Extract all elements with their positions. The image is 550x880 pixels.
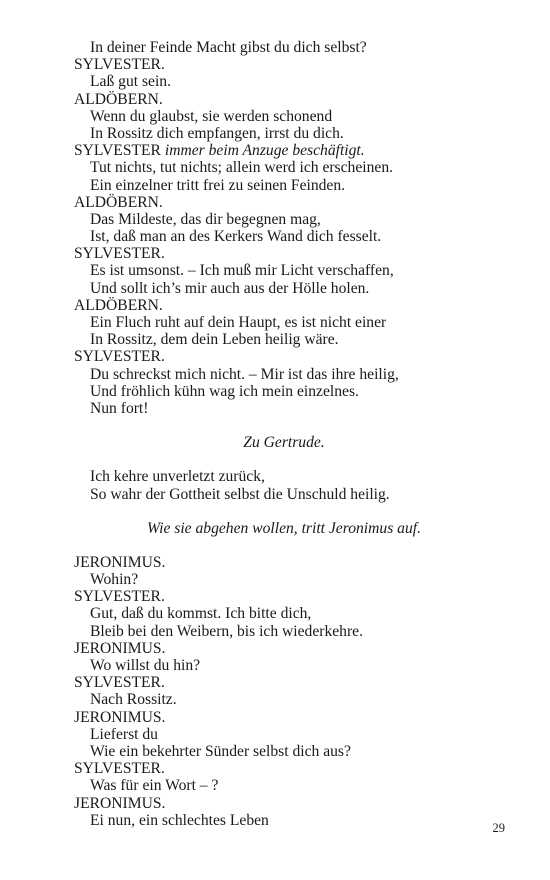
verse-line: Nach Rossitz. [90,691,177,709]
blank-line [74,537,494,554]
verse-line: Gut, daß du kommst. Ich bitte dich, [90,605,312,623]
verse-line: Es ist umsonst. – Ich muß mir Licht verschaffen, [90,262,394,280]
verse-line: Das Mildeste, das dir begegnen mag, [90,210,321,228]
speaker-name: SYLVESTER. [74,588,165,606]
verse-line: Ist, daß man an des Kerkers Wand dich fesselt. [90,228,382,246]
speaker-name: JERONIMUS. [74,553,166,571]
verse-line: Wo willst du hin? [90,657,201,674]
verse-line: So wahr der Gottheit selbst die Unschuld heilig. [90,485,390,503]
verse-line: Nun fort! [90,399,149,417]
speaker-name: SYLVESTER. [74,245,165,263]
blank-line [74,451,494,468]
verse-line: Laß gut sein. [90,73,171,91]
stage-direction: Zu Gertrude. [243,434,325,452]
blank-line [74,417,494,434]
verse-line: Ein Fluch ruht auf dein Haupt, es ist nicht einer [90,314,387,331]
verse-line: Lieferst du [90,725,158,743]
verse-line: Und sollt ich’s mir auch aus der Hölle holen. [90,279,370,297]
speaker-name: JERONIMUS. [74,708,166,726]
speaker-name: JERONIMUS. [74,794,166,812]
speaker-name: ALDÖBERN. [74,296,163,314]
speaker-name: SYLVESTER. [74,56,165,74]
verse-line: Wenn du glaubst, sie werden schonend [90,107,333,125]
verse-line: Du schreckst mich nicht. – Mir ist das ihre heilig, [90,365,399,383]
inline-stage-direction: immer beim Anzuge beschäftigt. [164,142,365,160]
verse-line: In Rossitz, dem dein Leben heilig wäre. [90,331,339,349]
speaker-name: ALDÖBERN. [74,193,163,211]
speaker-name: SYLVESTER. [74,760,165,778]
verse-line: Was für ein Wort – ? [90,777,219,795]
speaker-with-direction [74,142,494,159]
verse-line: Bleib bei den Weibern, bis ich wiederkehre. [90,622,363,640]
stage-direction: Wie sie abgehen wollen, tritt Jeronimus auf. [146,519,421,537]
verse-line: Ei nun, ein schlechtes Leben [90,811,269,829]
speaker-name: JERONIMUS. [74,639,166,657]
verse-line: Wie ein bekehrter Sünder selbst dich aus? [90,742,351,760]
verse-line: Tut nichts, tut nichts; allein werd ich erscheinen. [90,159,394,177]
speaker-name: SYLVESTER. [74,674,165,692]
page-number: 29 [492,821,505,835]
speaker-name: SYLVESTER [74,142,161,160]
blank-line [74,503,494,520]
page-text [74,39,494,829]
verse-line: Wohin? [90,571,139,589]
speaker-name: ALDÖBERN. [74,90,163,108]
verse-line: In Rossitz dich empfangen, irrst du dich. [90,124,344,142]
verse-line: Ein einzelner tritt frei zu seinen Feinden. [90,176,346,194]
verse-line: Ich kehre unverletzt zurück, [90,468,265,486]
verse-line: In deiner Feinde Macht gibst du dich selbst? [90,39,367,56]
verse-line: Und fröhlich kühn wag ich mein einzelnes. [90,382,359,400]
speaker-name: SYLVESTER. [74,348,165,366]
